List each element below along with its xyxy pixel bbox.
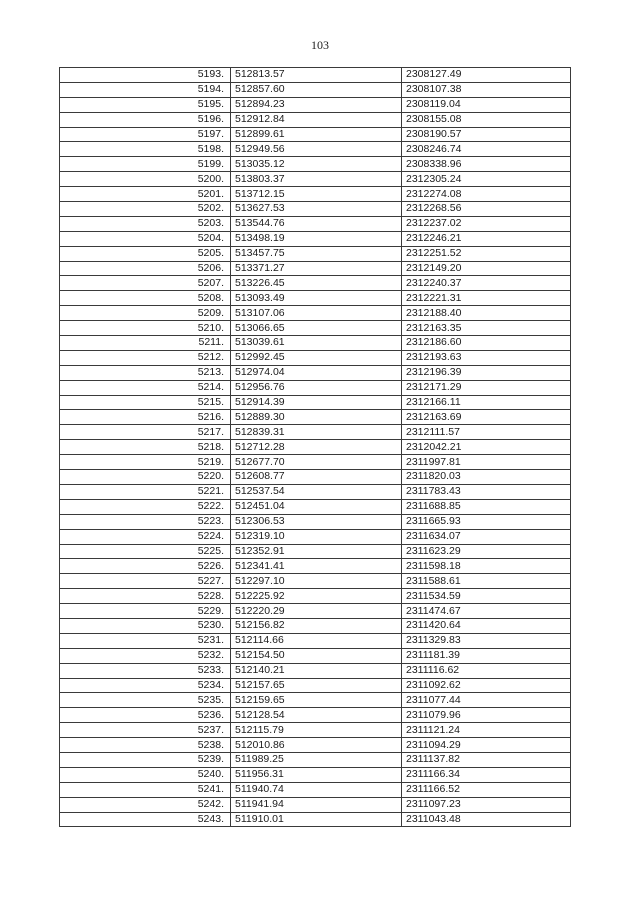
point-number-cell: 5220.: [60, 470, 231, 485]
y-coordinate-cell: 2311181.39: [402, 648, 571, 663]
point-number-cell: 5226.: [60, 559, 231, 574]
x-coordinate-cell: 513627.53: [231, 202, 402, 217]
table-row: [60, 127, 571, 142]
point-number-cell: 5223.: [60, 514, 231, 529]
table-row: [60, 455, 571, 470]
point-number-cell: 5211.: [60, 336, 231, 351]
x-coordinate-cell: 512608.77: [231, 470, 402, 485]
point-number-cell: 5229.: [60, 604, 231, 619]
x-coordinate-cell: 512974.04: [231, 365, 402, 380]
point-number-cell: 5232.: [60, 648, 231, 663]
x-coordinate-cell: 512857.60: [231, 82, 402, 97]
table-row: [60, 693, 571, 708]
table-row: [60, 529, 571, 544]
x-coordinate-cell: 511910.01: [231, 812, 402, 827]
y-coordinate-cell: 2311598.18: [402, 559, 571, 574]
table-row: [60, 604, 571, 619]
x-coordinate-cell: 513035.12: [231, 157, 402, 172]
point-number-cell: 5238.: [60, 738, 231, 753]
point-number-cell: 5215.: [60, 395, 231, 410]
y-coordinate-cell: 2312163.69: [402, 410, 571, 425]
point-number-cell: 5207.: [60, 276, 231, 291]
point-number-cell: 5233.: [60, 663, 231, 678]
table-row: [60, 797, 571, 812]
y-coordinate-cell: 2311688.85: [402, 499, 571, 514]
point-number-cell: 5201.: [60, 187, 231, 202]
y-coordinate-cell: 2308190.57: [402, 127, 571, 142]
table-row: [60, 812, 571, 827]
point-number-cell: 5195.: [60, 97, 231, 112]
x-coordinate-cell: 512154.50: [231, 648, 402, 663]
y-coordinate-cell: 2311092.62: [402, 678, 571, 693]
point-number-cell: 5206.: [60, 261, 231, 276]
x-coordinate-cell: 512992.45: [231, 350, 402, 365]
point-number-cell: 5200.: [60, 172, 231, 187]
point-number-cell: 5240.: [60, 767, 231, 782]
x-coordinate-cell: 511989.25: [231, 752, 402, 767]
point-number-cell: 5196.: [60, 112, 231, 127]
y-coordinate-cell: 2311079.96: [402, 708, 571, 723]
x-coordinate-cell: 513803.37: [231, 172, 402, 187]
point-number-cell: 5219.: [60, 455, 231, 470]
table-row: [60, 767, 571, 782]
point-number-cell: 5197.: [60, 127, 231, 142]
table-row: [60, 663, 571, 678]
x-coordinate-cell: 513226.45: [231, 276, 402, 291]
point-number-cell: 5242.: [60, 797, 231, 812]
y-coordinate-cell: 2312240.37: [402, 276, 571, 291]
point-number-cell: 5212.: [60, 350, 231, 365]
y-coordinate-cell: 2312171.29: [402, 380, 571, 395]
table-row: [60, 97, 571, 112]
table-row: [60, 157, 571, 172]
y-coordinate-cell: 2308107.38: [402, 82, 571, 97]
y-coordinate-cell: 2312149.20: [402, 261, 571, 276]
y-coordinate-cell: 2308338.96: [402, 157, 571, 172]
point-number-cell: 5221.: [60, 484, 231, 499]
point-number-cell: 5239.: [60, 752, 231, 767]
page-number: 103: [311, 38, 329, 52]
table-row: [60, 395, 571, 410]
x-coordinate-cell: 512225.92: [231, 589, 402, 604]
y-coordinate-cell: 2311623.29: [402, 544, 571, 559]
y-coordinate-cell: 2311634.07: [402, 529, 571, 544]
table-row: [60, 589, 571, 604]
y-coordinate-cell: 2311043.48: [402, 812, 571, 827]
x-coordinate-cell: 512306.53: [231, 514, 402, 529]
point-number-cell: 5198.: [60, 142, 231, 157]
point-number-cell: 5222.: [60, 499, 231, 514]
point-number-cell: 5204.: [60, 231, 231, 246]
x-coordinate-cell: 512889.30: [231, 410, 402, 425]
y-coordinate-cell: 2311166.34: [402, 767, 571, 782]
point-number-cell: 5237.: [60, 723, 231, 738]
x-coordinate-cell: 512537.54: [231, 484, 402, 499]
y-coordinate-cell: 2312186.60: [402, 336, 571, 351]
x-coordinate-cell: 512157.65: [231, 678, 402, 693]
y-coordinate-cell: 2311077.44: [402, 693, 571, 708]
y-coordinate-cell: 2311121.24: [402, 723, 571, 738]
y-coordinate-cell: 2311097.23: [402, 797, 571, 812]
y-coordinate-cell: 2311997.81: [402, 455, 571, 470]
table-row: [60, 559, 571, 574]
point-number-cell: 5213.: [60, 365, 231, 380]
y-coordinate-cell: 2312268.56: [402, 202, 571, 217]
point-number-cell: 5199.: [60, 157, 231, 172]
x-coordinate-cell: 512156.82: [231, 618, 402, 633]
table-row: [60, 216, 571, 231]
point-number-cell: 5202.: [60, 202, 231, 217]
y-coordinate-cell: 2312166.11: [402, 395, 571, 410]
table-row: [60, 350, 571, 365]
table-row: [60, 336, 571, 351]
table-row: [60, 633, 571, 648]
y-coordinate-cell: 2308246.74: [402, 142, 571, 157]
table-row: [60, 82, 571, 97]
y-coordinate-cell: 2311329.83: [402, 633, 571, 648]
point-number-cell: 5224.: [60, 529, 231, 544]
y-coordinate-cell: 2312305.24: [402, 172, 571, 187]
point-number-cell: 5227.: [60, 574, 231, 589]
table-row: [60, 723, 571, 738]
y-coordinate-cell: 2311116.62: [402, 663, 571, 678]
point-number-cell: 5235.: [60, 693, 231, 708]
table-row: [60, 276, 571, 291]
x-coordinate-cell: 512894.23: [231, 97, 402, 112]
x-coordinate-cell: 512956.76: [231, 380, 402, 395]
point-number-cell: 5203.: [60, 216, 231, 231]
y-coordinate-cell: 2312221.31: [402, 291, 571, 306]
x-coordinate-cell: 512319.10: [231, 529, 402, 544]
y-coordinate-cell: 2312274.08: [402, 187, 571, 202]
table-row: [60, 708, 571, 723]
y-coordinate-cell: 2311166.52: [402, 782, 571, 797]
x-coordinate-cell: 512159.65: [231, 693, 402, 708]
y-coordinate-cell: 2308127.49: [402, 68, 571, 83]
point-number-cell: 5228.: [60, 589, 231, 604]
table-row: [60, 172, 571, 187]
table-row: [60, 261, 571, 276]
y-coordinate-cell: 2311094.29: [402, 738, 571, 753]
table-row: [60, 574, 571, 589]
x-coordinate-cell: 513371.27: [231, 261, 402, 276]
x-coordinate-cell: 512712.28: [231, 440, 402, 455]
x-coordinate-cell: 512451.04: [231, 499, 402, 514]
table-row: [60, 425, 571, 440]
point-number-cell: 5205.: [60, 246, 231, 261]
x-coordinate-cell: 512140.21: [231, 663, 402, 678]
point-number-cell: 5231.: [60, 633, 231, 648]
x-coordinate-cell: 512297.10: [231, 574, 402, 589]
x-coordinate-cell: 512899.61: [231, 127, 402, 142]
y-coordinate-cell: 2311534.59: [402, 589, 571, 604]
table-row: [60, 618, 571, 633]
table-row: [60, 499, 571, 514]
y-coordinate-cell: 2311588.61: [402, 574, 571, 589]
point-number-cell: 5218.: [60, 440, 231, 455]
table-row: [60, 321, 571, 336]
x-coordinate-cell: 512220.29: [231, 604, 402, 619]
point-number-cell: 5193.: [60, 68, 231, 83]
point-number-cell: 5230.: [60, 618, 231, 633]
x-coordinate-cell: 512010.86: [231, 738, 402, 753]
x-coordinate-cell: 512114.66: [231, 633, 402, 648]
x-coordinate-cell: 512341.41: [231, 559, 402, 574]
table-row: [60, 410, 571, 425]
point-number-cell: 5234.: [60, 678, 231, 693]
y-coordinate-cell: 2308155.08: [402, 112, 571, 127]
x-coordinate-cell: 512813.57: [231, 68, 402, 83]
table-row: [60, 648, 571, 663]
x-coordinate-cell: 513107.06: [231, 306, 402, 321]
y-coordinate-cell: 2312188.40: [402, 306, 571, 321]
x-coordinate-cell: 512115.79: [231, 723, 402, 738]
table-row: [60, 68, 571, 83]
point-number-cell: 5241.: [60, 782, 231, 797]
point-number-cell: 5225.: [60, 544, 231, 559]
x-coordinate-cell: 511956.31: [231, 767, 402, 782]
table-row: [60, 142, 571, 157]
y-coordinate-cell: 2312042.21: [402, 440, 571, 455]
x-coordinate-cell: 512128.54: [231, 708, 402, 723]
table-row: [60, 678, 571, 693]
table-row: [60, 202, 571, 217]
point-number-cell: 5208.: [60, 291, 231, 306]
point-number-cell: 5236.: [60, 708, 231, 723]
y-coordinate-cell: 2312196.39: [402, 365, 571, 380]
x-coordinate-cell: 513457.75: [231, 246, 402, 261]
table-row: [60, 470, 571, 485]
y-coordinate-cell: 2311665.93: [402, 514, 571, 529]
y-coordinate-cell: 2311137.82: [402, 752, 571, 767]
x-coordinate-cell: 512949.56: [231, 142, 402, 157]
point-number-cell: 5194.: [60, 82, 231, 97]
table-row: [60, 440, 571, 455]
point-number-cell: 5217.: [60, 425, 231, 440]
y-coordinate-cell: 2312163.35: [402, 321, 571, 336]
y-coordinate-cell: 2308119.04: [402, 97, 571, 112]
y-coordinate-cell: 2311783.43: [402, 484, 571, 499]
table-row: [60, 246, 571, 261]
x-coordinate-cell: 512912.84: [231, 112, 402, 127]
y-coordinate-cell: 2311820.03: [402, 470, 571, 485]
x-coordinate-cell: 512677.70: [231, 455, 402, 470]
x-coordinate-cell: 513093.49: [231, 291, 402, 306]
point-number-cell: 5209.: [60, 306, 231, 321]
x-coordinate-cell: 513498.19: [231, 231, 402, 246]
table-row: [60, 514, 571, 529]
x-coordinate-cell: 513544.76: [231, 216, 402, 231]
x-coordinate-cell: 512914.39: [231, 395, 402, 410]
point-number-cell: 5216.: [60, 410, 231, 425]
x-coordinate-cell: 513712.15: [231, 187, 402, 202]
table-row: [60, 187, 571, 202]
x-coordinate-cell: 511940.74: [231, 782, 402, 797]
table-row: [60, 544, 571, 559]
point-number-cell: 5210.: [60, 321, 231, 336]
table-row: [60, 782, 571, 797]
y-coordinate-cell: 2312251.52: [402, 246, 571, 261]
table-row: [60, 306, 571, 321]
y-coordinate-cell: 2312237.02: [402, 216, 571, 231]
x-coordinate-cell: 513066.65: [231, 321, 402, 336]
table-row: [60, 752, 571, 767]
x-coordinate-cell: 511941.94: [231, 797, 402, 812]
table-row: [60, 484, 571, 499]
point-number-cell: 5214.: [60, 380, 231, 395]
table-row: [60, 291, 571, 306]
y-coordinate-cell: 2312246.21: [402, 231, 571, 246]
table-row: [60, 738, 571, 753]
table-row: [60, 231, 571, 246]
y-coordinate-cell: 2311420.64: [402, 618, 571, 633]
x-coordinate-cell: 512352.91: [231, 544, 402, 559]
table-row: [60, 112, 571, 127]
table-row: [60, 365, 571, 380]
point-number-cell: 5243.: [60, 812, 231, 827]
coordinates-table-body: [60, 68, 571, 827]
x-coordinate-cell: 512839.31: [231, 425, 402, 440]
y-coordinate-cell: 2312111.57: [402, 425, 571, 440]
y-coordinate-cell: 2312193.63: [402, 350, 571, 365]
y-coordinate-cell: 2311474.67: [402, 604, 571, 619]
coordinates-table: [59, 67, 571, 827]
x-coordinate-cell: 513039.61: [231, 336, 402, 351]
table-row: [60, 380, 571, 395]
